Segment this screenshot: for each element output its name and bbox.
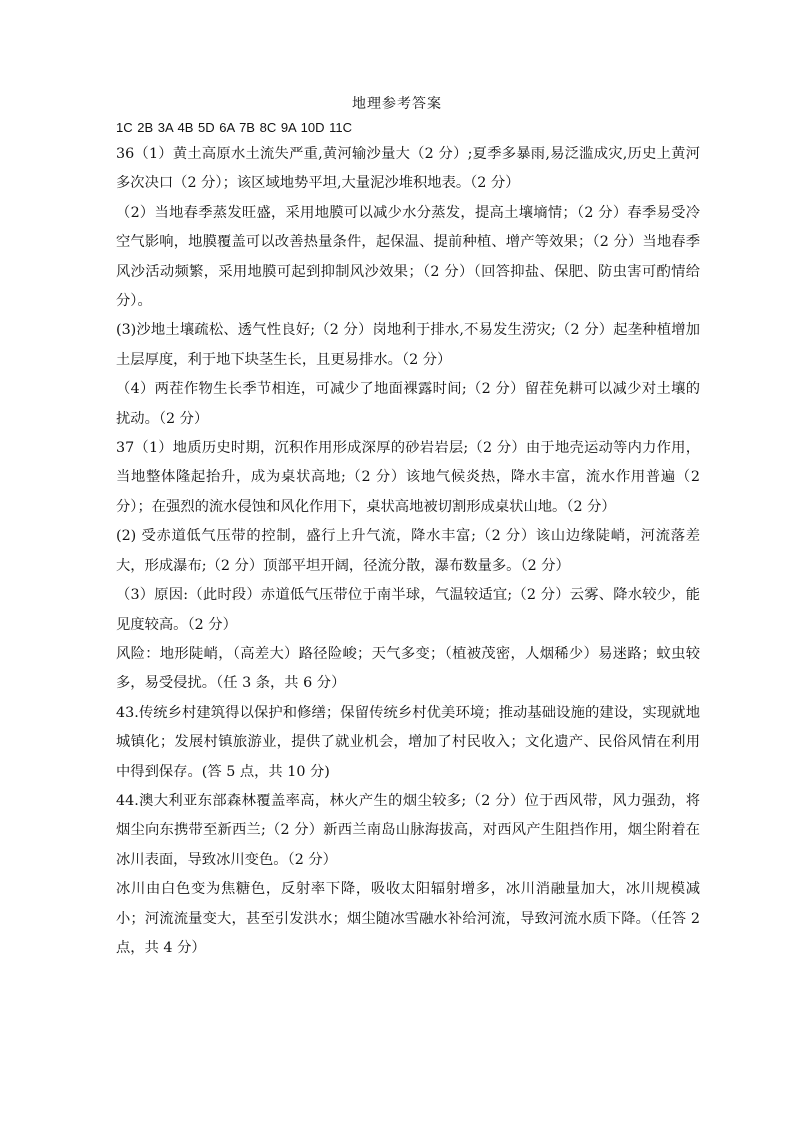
answer-44-1: 44.澳大利亚东部森林覆盖率高，林火产生的烟尘较多;（2 分）位于西风带，风力强劲，将烟尘向东携带至新西兰;（2 分）新西兰南岛山脉海拔高，对西风产生阻挡作用，烟尘附着在冰川表面，导致冰川变色。（2 分） xyxy=(116,792,700,868)
choice-answers: 1C 2B 3A 4B 5D 6A 7B 8C 9A 10D 11C xyxy=(116,120,352,135)
answer-44-2: 冰川由白色变为焦糖色，反射率下降，吸收太阳辐射增多，冰川消融量加大，冰川规模减小；河流流量变大，甚至引发洪水；烟尘随冰雪融水补给河流，导致河流水质下降。（任答 2 点，共 4 分） xyxy=(116,881,700,956)
answer-36-1: 36（1）黄土高原水土流失严重,黄河输沙量大（2 分）;夏季多暴雨,易泛滥成灾,历史上黄河多次决口（2 分）；该区域地势平坦,大量泥沙堆积地表。（2 分） xyxy=(116,146,700,192)
answer-body xyxy=(116,140,700,963)
answer-36-3: (3)沙地土壤疏松、透气性良好;（2 分）岗地利于排水,不易发生涝灾;（2 分）起垄种植增加土层厚度，利于地下块茎生长，且更易排水。（2 分） xyxy=(116,322,700,368)
answer-36-4: （4）两茬作物生长季节相连，可减少了地面裸露时间;（2 分）留茬免耕可以减少对土壤的扰动。（2 分） xyxy=(116,381,700,427)
answer-37-3-reason: （3）原因:（此时段）赤道低气压带位于南半球，气温较适宜;（2 分）云雾、降水较少，能见度较高。（2 分） xyxy=(116,587,700,633)
answer-37-1: 37（1）地质历史时期，沉积作用形成深厚的砂岩岩层;（2 分）由于地壳运动等内力作用，当地整体隆起抬升，成为桌状高地;（2 分）该地气候炎热，降水丰富，流水作用普遍（2 分）；在强烈的流水侵蚀和风化作用下，桌状高地被切割形成桌状山地。（2 分） xyxy=(116,440,700,515)
page-title: 地理参考答案 xyxy=(352,96,442,112)
answer-43: 43.传统乡村建筑得以保护和修缮；保留传统乡村优美环境；推动基础设施的建设，实现就地城镇化；发展村镇旅游业，提供了就业机会，增加了村民收入；文化遗产、民俗风情在利用中得到保存。(答 5 点，共 10 分) xyxy=(116,704,700,780)
answer-37-2: (2) 受赤道低气压带的控制，盛行上升气流，降水丰富;（2 分）该山边缘陡峭，河流落差大，形成瀑布;（2 分）顶部平坦开阔，径流分散，瀑布数量多。（2 分） xyxy=(116,528,700,574)
answer-36-2: （2）当地春季蒸发旺盛，采用地膜可以减少水分蒸发，提高土壤墒情；（2 分）春季易受冷空气影响，地膜覆盖可以改善热量条件，起保温、提前种植、增产等效果；（2 分）当地春季风沙活动频繁，采用地膜可起到抑制风沙效果；（2 分）（回答抑盐、保肥、防虫害可酌情给分）。 xyxy=(116,204,700,310)
answer-37-3-risk: 风险：地形陡峭，（高差大）路径险峻；天气多变；（植被茂密，人烟稀少）易迷路；蚊虫较多，易受侵扰。（任 3 条，共 6 分） xyxy=(116,645,700,692)
